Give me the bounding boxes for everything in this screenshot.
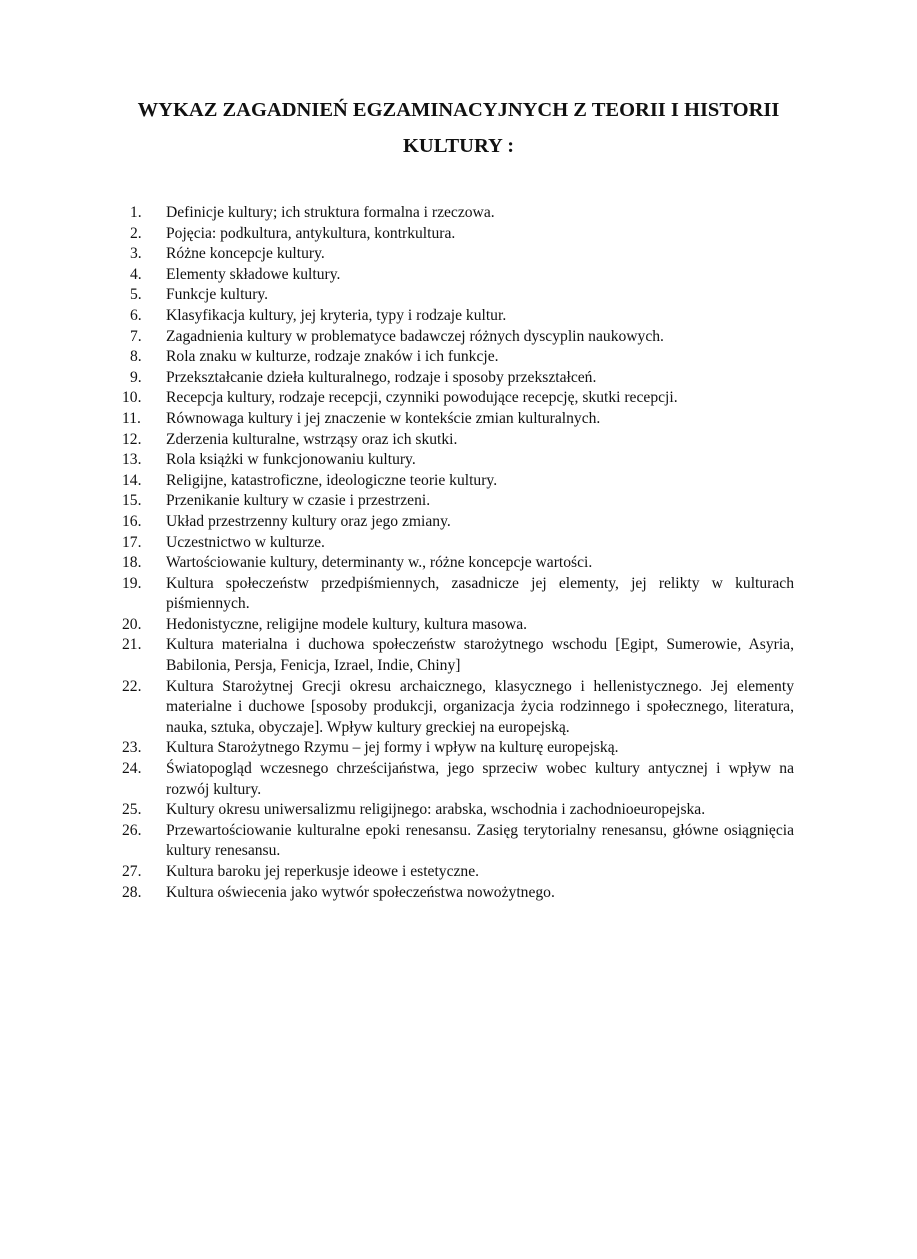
- exam-topic-number: 10.: [122, 389, 142, 407]
- exam-topic-text: Zderzenia kulturalne, wstrząsy oraz ich skutki.: [166, 430, 458, 448]
- exam-topic-number: 20.: [122, 615, 142, 633]
- exam-topic-number: 22.: [122, 677, 142, 695]
- exam-topic-number: 25.: [122, 801, 142, 819]
- exam-topic-text: Rola książki w funkcjonowaniu kultury.: [166, 451, 416, 469]
- exam-topic-text: Hedonistyczne, religijne modele kultury, kultura masowa.: [166, 615, 528, 633]
- exam-topic-text: Kultura baroku jej reperkusje ideowe i estetyczne.: [166, 863, 480, 880]
- exam-topic-item: [122, 759, 794, 800]
- exam-topic-text: Kultury okresu uniwersalizmu religijnego: arabska, wschodnia i zachodnioeuropejska.: [166, 801, 706, 819]
- exam-topic-item: [122, 388, 794, 409]
- exam-topic-text: Różne koncepcje kultury.: [166, 245, 325, 263]
- exam-topic-item: [130, 347, 794, 368]
- exam-topic-number: 5.: [130, 286, 142, 304]
- exam-topic-text: Religijne, katastroficzne, ideologiczne teorie kultury.: [166, 471, 498, 489]
- exam-topic-item: [130, 285, 794, 306]
- exam-topic-item: [130, 368, 794, 389]
- exam-topic-text: Równowaga kultury i jej znaczenie w kontekście zmian kulturalnych.: [166, 409, 601, 427]
- exam-topic-text: Światopogląd wczesnego chrześcijaństwa, jego sprzeciw wobec kultury antycznej i wpływ na rozwój kultury.: [166, 760, 794, 798]
- exam-topic-item: [130, 327, 794, 348]
- exam-topic-text: Kultura oświecenia jako wytwór społeczeństwa nowożytnego.: [166, 883, 555, 901]
- exam-topic-item: [122, 553, 794, 574]
- exam-topic-number: 12.: [122, 430, 142, 448]
- exam-topic-number: 7.: [130, 327, 142, 345]
- exam-topic-item: [122, 574, 794, 615]
- exam-topic-item: [122, 677, 794, 739]
- exam-topic-number: 18.: [122, 554, 142, 572]
- exam-topic-text: Kultura Starożytnego Rzymu – jej formy i wpływ na kulturę europejską.: [166, 739, 619, 757]
- exam-topic-item: [122, 471, 794, 492]
- exam-topic-text: Kultura materialna i duchowa społeczeństw starożytnego wschodu [Egipt, Sumerowie, Asyria, Babilonia, Persja, Fenicja, Izrael, Indie, Chiny]: [166, 636, 794, 675]
- exam-topic-number: 21.: [122, 636, 142, 654]
- exam-topic-item: [122, 635, 794, 676]
- exam-topic-number: 11.: [122, 409, 141, 427]
- exam-topic-item: [122, 409, 794, 430]
- exam-topic-item: [122, 615, 794, 636]
- exam-topic-item: [122, 738, 794, 759]
- exam-topic-text: Kultura Starożytnej Grecji okresu archaicznego, klasycznego i hellenistycznego. Jej elementy materialne i duchowe [sposoby produkcji, organizacja życia rodzinnego i społecznego, literatura, nauka, sztuka, obyczaje]. Wpływ kultury greckiej na europejską.: [166, 677, 794, 736]
- exam-topic-text: Funkcje kultury.: [166, 286, 269, 304]
- exam-topic-number: 1.: [130, 204, 142, 221]
- exam-topic-text: Wartościowanie kultury, determinanty w., różne koncepcje wartości.: [166, 554, 593, 572]
- exam-topic-text: Przewartościowanie kulturalne epoki renesansu. Zasięg terytorialny renesansu, główne osiągnięcia kultury renesansu.: [166, 821, 794, 860]
- exam-topic-item: [122, 491, 794, 512]
- exam-topic-item: [122, 800, 794, 821]
- exam-topic-text: Klasyfikacja kultury, jej kryteria, typy i rodzaje kultur.: [166, 306, 507, 324]
- exam-topic-text: Rola znaku w kulturze, rodzaje znaków i ich funkcje.: [166, 348, 499, 366]
- exam-topic-text: Układ przestrzenny kultury oraz jego zmiany.: [166, 512, 451, 530]
- exam-topic-text: Definicje kultury; ich struktura formalna i rzeczowa.: [166, 204, 495, 221]
- exam-topic-item: [122, 862, 794, 883]
- exam-topic-number: 24.: [122, 760, 142, 778]
- exam-topic-number: 15.: [122, 492, 142, 510]
- exam-topic-item: [122, 533, 794, 554]
- exam-topic-number: 4.: [130, 265, 142, 283]
- exam-topic-number: 17.: [122, 533, 142, 551]
- exam-topic-number: 6.: [130, 306, 142, 324]
- exam-topic-number: 3.: [130, 245, 142, 263]
- exam-topic-text: Przekształcanie dzieła kulturalnego, rodzaje i sposoby przekształceń.: [166, 368, 597, 386]
- exam-topic-text: Uczestnictwo w kulturze.: [166, 533, 325, 551]
- exam-topic-item: [130, 224, 794, 245]
- exam-topic-text: Recepcja kultury, rodzaje recepcji, czynniki powodujące recepcję, skutki recepcji.: [166, 389, 678, 407]
- exam-topic-text: Elementy składowe kultury.: [166, 265, 341, 283]
- exam-topic-number: 16.: [122, 512, 142, 530]
- exam-topic-item: [122, 512, 794, 533]
- exam-topic-item: [130, 265, 794, 286]
- document-title-line-2: KULTURY :: [402, 135, 515, 157]
- exam-topic-number: 14.: [122, 471, 142, 489]
- exam-topic-number: 9.: [130, 368, 142, 386]
- exam-topic-item: [130, 244, 794, 265]
- exam-topic-item: [122, 450, 794, 471]
- document-title-line-1: WYKAZ ZAGADNIEŃ EGZAMINACYJNYCH Z TEORII I HISTORII: [137, 99, 780, 121]
- exam-topic-number: 19.: [122, 574, 142, 592]
- exam-topic-item: [130, 306, 794, 327]
- exam-topic-item: [122, 883, 794, 904]
- exam-topic-number: 13.: [122, 451, 142, 469]
- exam-topics-list: [122, 203, 794, 903]
- exam-topic-item: [122, 430, 794, 451]
- exam-topic-text: Przenikanie kultury w czasie i przestrzeni.: [166, 492, 431, 510]
- exam-topic-item: [130, 203, 794, 224]
- exam-topic-number: 28.: [122, 883, 142, 901]
- exam-topic-number: 2.: [130, 224, 142, 242]
- exam-topic-number: 27.: [122, 863, 142, 880]
- exam-topic-item: [122, 821, 794, 862]
- exam-topic-number: 26.: [122, 821, 142, 839]
- exam-topic-text: Zagadnienia kultury w problematyce badawczej różnych dyscyplin naukowych.: [166, 327, 664, 345]
- exam-topic-number: 23.: [122, 739, 142, 757]
- exam-topic-text: Kultura społeczeństw przedpiśmiennych, zasadnicze jej elementy, jej relikty w kulturach piśmiennych.: [166, 574, 794, 613]
- exam-topic-number: 8.: [130, 348, 142, 366]
- exam-topic-text: Pojęcia: podkultura, antykultura, kontrkultura.: [166, 224, 456, 242]
